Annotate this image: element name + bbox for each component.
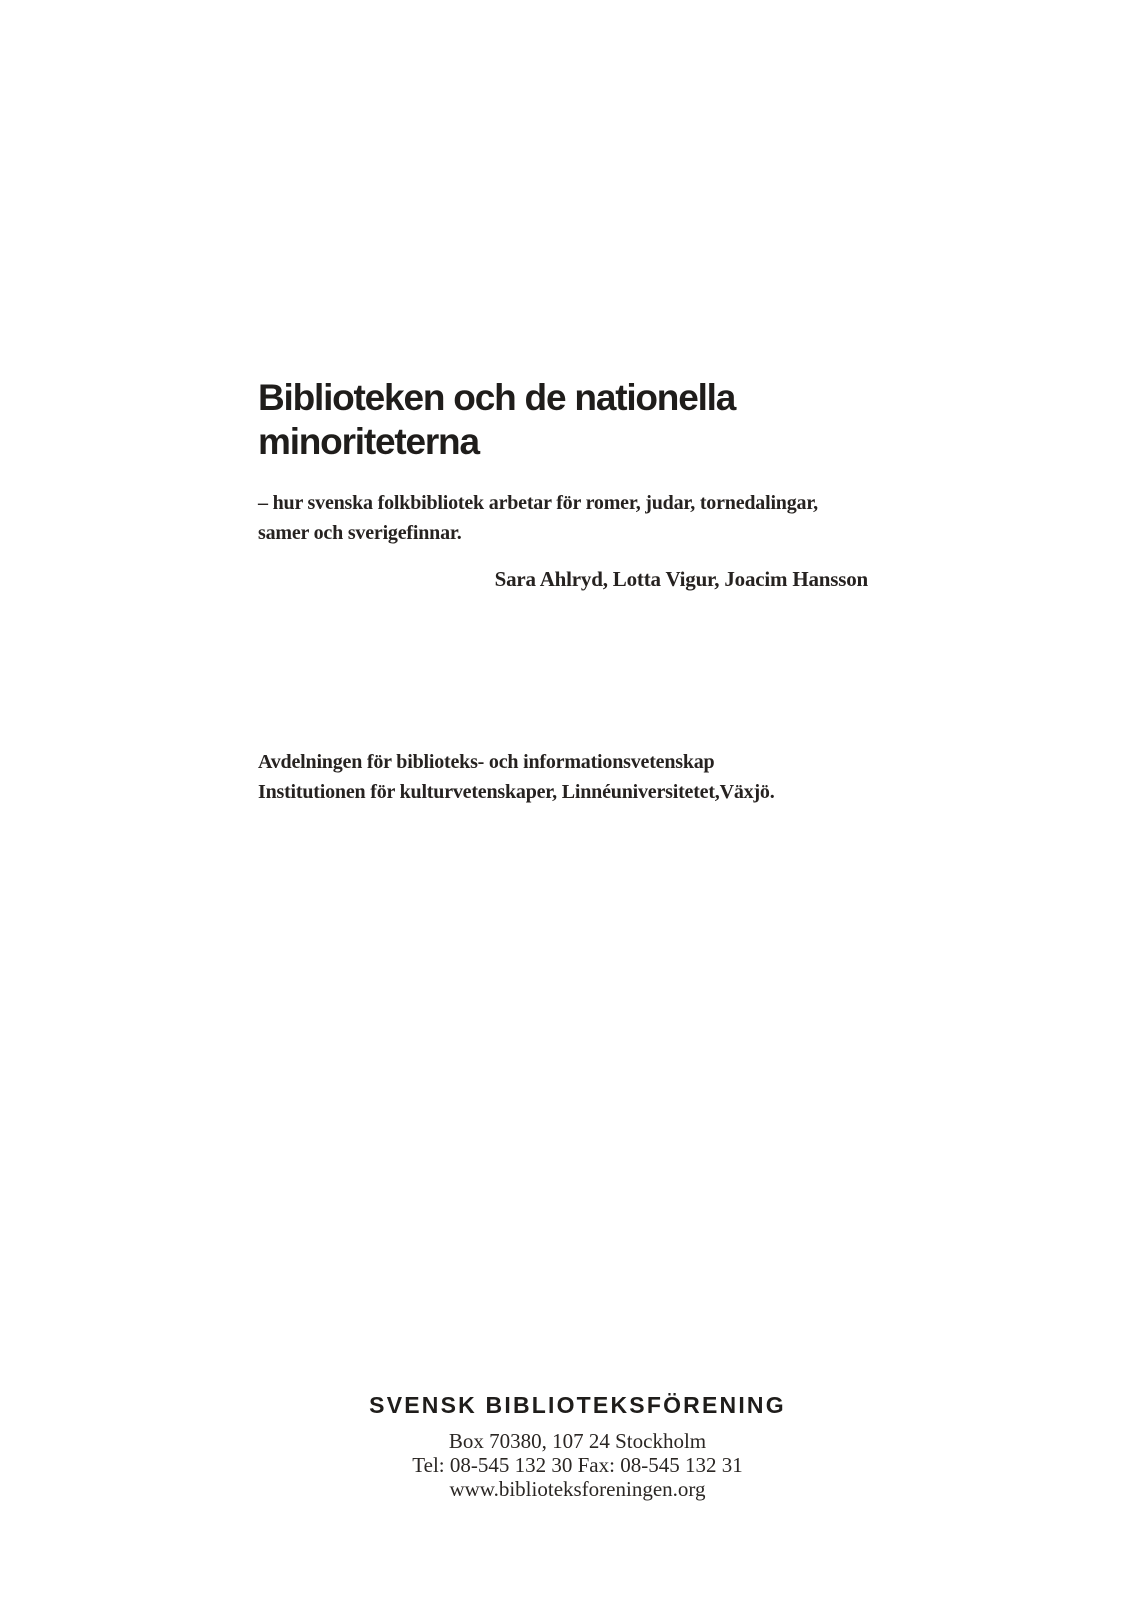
page-subtitle-line-1: – hur svenska folkbibliotek arbetar för romer, judar, tornedalingar, (258, 492, 818, 514)
affiliation-line-1: Avdelningen för biblioteks- och informationsvetenskap (258, 751, 715, 773)
publisher-website: www.biblioteksforeningen.org (449, 1477, 706, 1501)
page-title-line-2: minoriteterna (258, 421, 479, 462)
page-title (258, 376, 735, 464)
affiliation-line-2: Institutionen för kulturvetenskaper, Linnéuniversitetet,Växjö. (258, 781, 775, 803)
publisher-phone-fax: Tel: 08-545 132 30 Fax: 08-545 132 31 (412, 1453, 743, 1477)
affiliation-block (258, 747, 775, 807)
publisher-contact-block (22, 1429, 1133, 1501)
publisher-footer (0, 1392, 1133, 1501)
authors-line: Sara Ahlryd, Lotta Vigur, Joacim Hansson (494, 567, 868, 591)
page-title-line-1: Biblioteken och de nationella (258, 377, 736, 418)
publisher-address: Box 70380, 107 24 Stockholm (448, 1429, 707, 1453)
page-subtitle (258, 488, 818, 548)
page-subtitle-line-2: samer och sverigefinnar. (258, 522, 462, 544)
publisher-name: SVENSK BIBLIOTEKSFÖRENING (369, 1392, 786, 1418)
